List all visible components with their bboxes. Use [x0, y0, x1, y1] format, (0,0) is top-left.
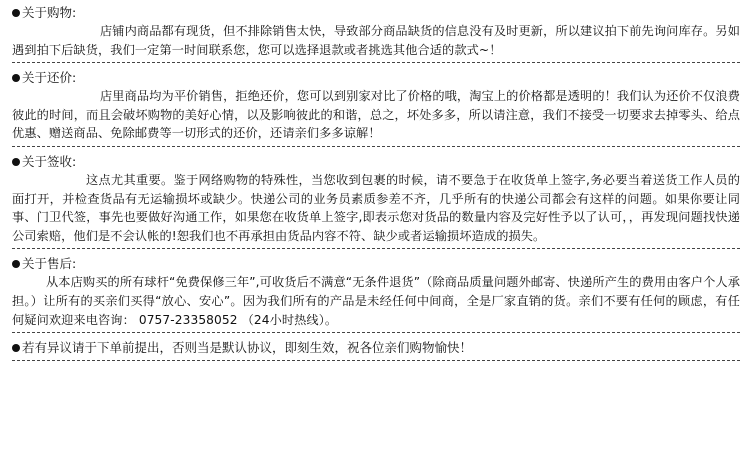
heading-text: 关于售后:: [22, 256, 77, 272]
heading-text: 关于签收:: [22, 153, 77, 169]
section-heading: [12, 69, 740, 87]
section-shopping: [12, 4, 740, 63]
bullet-icon: [12, 344, 20, 352]
section-heading: [12, 153, 740, 171]
bullet-icon: [12, 260, 20, 268]
dashed-divider: [12, 62, 740, 63]
section-bargaining: [12, 69, 740, 147]
footer-note: [12, 339, 740, 357]
section-body: 这点尤其重要。鉴于网络购物的特殊性，当您收到包裹的时候，请不要急于在收货单上签字,务必要当着送货工作人员的面打开，并检查货品有无运输损坏或缺少。快递公司的业务员素质参差不齐，几乎所有的快递公司都会有这样的问题。如果你要让同事、门卫代签，事先也要做好沟通工作，如果您在收货单上签字,即表示您对货品的数量内容及完好性予以了认可，，再发现问题找快递公司索赔，他们是不会认帐的!恕我们也不再承担由货品内容不符、缺少或者运输损坏造成的损失。: [12, 172, 740, 243]
dashed-divider: [12, 146, 740, 147]
section-heading: [12, 255, 740, 273]
section-body: 店里商品均为平价销售，拒绝还价，您可以到别家对比了价格的哦，淘宝上的价格都是透明的！我们认为还价不仅浪费彼此的时间，而且会破坏购物的美好心情，以及影响彼此的和谐，总之，坏处多多，所以请注意，我们不接受一切要求去掉零头、给点优惠、赠送商品、免除邮费等一切形式的还价，还请亲们多多谅解！: [12, 89, 740, 141]
section-delivery-signing: [12, 153, 740, 249]
footer-note-text: 若有异议请于下单前提出，否则当是默认协议，即刻生效，祝各位亲们购物愉快！: [22, 340, 473, 356]
heading-text: 关于购物:: [22, 5, 77, 20]
section-body: 店铺内商品都有现货，但不排除销售太快，导致部分商品缺货的信息没有及时更新，所以建议拍下前先询问库存。另如遇到拍下后缺货，我们一定第一时间联系您，您可以选择退款或者挑选其他合适的款式~！: [12, 24, 740, 57]
dashed-divider: [12, 360, 740, 361]
dashed-divider: [12, 332, 740, 333]
heading-text: 关于还价:: [22, 70, 77, 86]
bullet-icon: [12, 158, 20, 166]
section-body: 从本店购买的所有球杆“免费保修三年”,可收货后不满意“无条件退货”（除商品质量问题外邮寄、快递所产生的费用由客户个人承担。）让所有的买亲们买得“放心、安心”。因为我们所有的产品是未经任何中间商，全是厂家直销的货。亲们不要有任何的顾虑，有任何疑问欢迎来电咨询： 0757-23358052 （24小时热线）。: [12, 275, 740, 327]
section-heading: [12, 4, 740, 22]
section-footer-note: [12, 339, 740, 361]
section-after-sales: [12, 255, 740, 333]
bullet-icon: [12, 9, 20, 17]
dashed-divider: [12, 248, 740, 249]
bullet-icon: [12, 74, 20, 82]
